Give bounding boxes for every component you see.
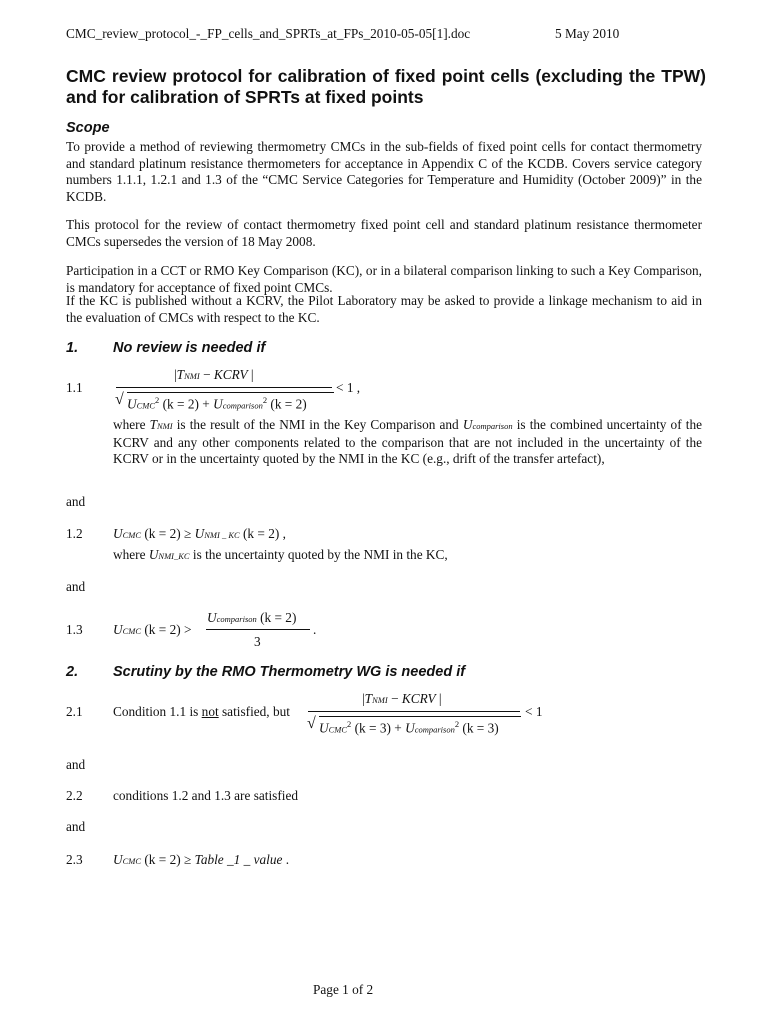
condition-2-1-number: 2.1 xyxy=(66,704,83,719)
condition-1-3-number: 1.3 xyxy=(66,622,83,637)
condition-2-3-number: 2.3 xyxy=(66,852,83,867)
and-connector-3: and xyxy=(66,757,86,772)
formula-1-1-denominator: UCMC$^2$ (k = 2) + Ucomparison$^2$ (k = 2) xyxy=(127,395,307,412)
formula-2-1-fraction-bar xyxy=(308,711,520,712)
and-connector-1: and xyxy=(66,494,86,509)
section-2-number: 2. xyxy=(66,664,79,680)
condition-1-1-explanation: where TNMI is the result of the NMI in the Key Comparison and Ucomparison is the combined uncertainty of the KCRV and any other components related to the comparison that are not included in the uncertainty of the KCRV or in the uncertainty quoted by the NMI in the KC (e.g., drift of the transfer artefact), xyxy=(113,417,702,466)
scope-paragraph-2: This protocol for the review of contact thermometry fixed point cell and standard platinum resistance thermometer CMCs supersedes the version of 18 May 2008. xyxy=(66,217,702,249)
document-filename: CMC_review_protocol_-_FP_cells_and_SPRTs_at_FPs_2010-05-05[1].doc xyxy=(66,26,471,41)
formula-1-3-denominator: 3 xyxy=(254,634,261,649)
condition-2-2-text: conditions 1.2 and 1.3 are satisfied xyxy=(113,788,299,803)
scope-heading: Scope xyxy=(66,120,110,136)
sqrt-overbar xyxy=(127,392,334,393)
condition-2-2-number: 2.2 xyxy=(66,788,83,803)
section-1-heading: No review is needed if xyxy=(113,340,266,356)
formula-1-1-numerator: |TNMI − KCRV | xyxy=(174,367,254,382)
scope-paragraph-3: Participation in a CCT or RMO Key Comparison (KC), or in a bilateral comparison linking to such a Key Comparison, is mandatory for acceptance of fixed point CMCs. xyxy=(66,263,702,295)
page-title: CMC review protocol for calibration of fixed point cells (excluding the TPW) and for calibration of SPRTs at fixed points xyxy=(66,66,706,107)
formula-2-1-less-than: < 1 xyxy=(525,704,543,719)
section-1-number: 1. xyxy=(66,340,79,356)
formula-2-1-numerator: |TNMI − KCRV | xyxy=(362,691,442,706)
formula-1-3-left: UCMC (k = 2) > xyxy=(113,622,192,637)
condition-1-1-number: 1.1 xyxy=(66,380,83,395)
scope-paragraph-1: To provide a method of reviewing thermometry CMCs in the sub-fields of fixed point cells for contact thermometry and standard platinum resistance thermometers for acceptance in Appendix C of the KCDB. Covers service category numbers 1.1.1, 1.2.1 and 1.3 of the “CMC Service Categories for Temperature and Humidity (October 2009)” in the KCDB. xyxy=(66,139,702,204)
formula-1-3-fraction-bar xyxy=(206,629,310,630)
document-date: 5 May 2010 xyxy=(555,26,620,41)
page-number: Page 1 of 2 xyxy=(313,982,374,997)
scope-paragraph-4: If the KC is published without a KCRV, the Pilot Laboratory may be asked to provide a linkage mechanism to aid in the evaluation of CMCs with respect to the KC. xyxy=(66,293,702,325)
sqrt-symbol: √ xyxy=(115,391,124,408)
and-connector-4: and xyxy=(66,819,86,834)
and-connector-2: and xyxy=(66,579,86,594)
condition-2-1-text: Condition 1.1 is not satisfied, but xyxy=(113,704,290,719)
sqrt-symbol: √ xyxy=(307,715,316,732)
condition-1-2-explanation: where UNMI_KC is the uncertainty quoted by the NMI in the KC, xyxy=(113,547,448,562)
formula-1-1-less-than: < 1 , xyxy=(336,380,361,395)
formula-2-3: UCMC (k = 2) ≥ Table _1 _ value . xyxy=(113,852,290,867)
formula-1-3-numerator: Ucomparison (k = 2) xyxy=(207,610,297,625)
formula-2-1-denominator: UCMC$^2$ (k = 3) + Ucomparison$^2$ (k = 3) xyxy=(319,719,499,736)
formula-1-2: UCMC (k = 2) ≥ UNMI _ KC (k = 2) , xyxy=(113,526,286,541)
section-2-heading: Scrutiny by the RMO Thermometry WG is needed if xyxy=(113,664,466,680)
sqrt-overbar xyxy=(319,716,521,717)
condition-1-2-number: 1.2 xyxy=(66,526,83,541)
formula-1-3-period: . xyxy=(313,622,317,637)
formula-1-1-fraction-bar xyxy=(116,387,332,388)
